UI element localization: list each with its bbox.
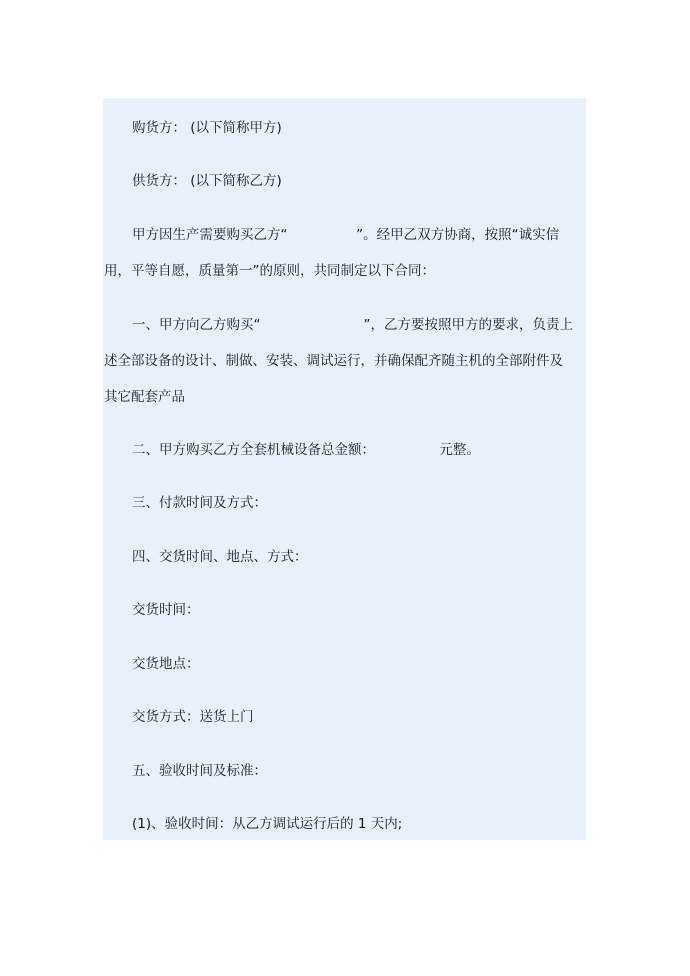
clause-2-line: 二、甲方购买乙方全套机械设备总金额： 元整。 — [132, 442, 480, 458]
clause-5-line: 五、验收时间及标准： — [132, 763, 267, 779]
intro-line-2: 用，平等自愿，质量第一”的原则，共同制定以下合同： — [104, 263, 435, 279]
supplier-line: 供货方： (以下简称乙方) — [132, 173, 282, 189]
clause-1-line-3: 其它配套产品 — [104, 389, 185, 405]
delivery-place-line: 交货地点： — [132, 656, 200, 672]
acceptance-time-line: (1)、验收时间：从乙方调试运行后的 1 天内; — [132, 816, 403, 832]
clause-4-line: 四、交货时间、地点、方式： — [132, 549, 308, 565]
delivery-method-line: 交货方式：送货上门 — [132, 709, 254, 725]
intro-line-1: 甲方因生产需要购买乙方“ ”。经甲乙双方协商，按照“诚实信 — [132, 227, 560, 243]
clause-1-line-2: 述全部设备的设计、制做、安装、调试运行，并确保配齐随主机的全部附件及 — [104, 353, 563, 369]
text-highlight-panel — [103, 98, 586, 840]
buyer-line: 购货方： (以下简称甲方) — [132, 120, 282, 136]
clause-1-line-1: 一、甲方向乙方购买“ ”，乙方要按照甲方的要求，负责上 — [132, 317, 573, 333]
delivery-time-line: 交货时间： — [132, 602, 200, 618]
clause-3-line: 三、付款时间及方式： — [132, 495, 267, 511]
